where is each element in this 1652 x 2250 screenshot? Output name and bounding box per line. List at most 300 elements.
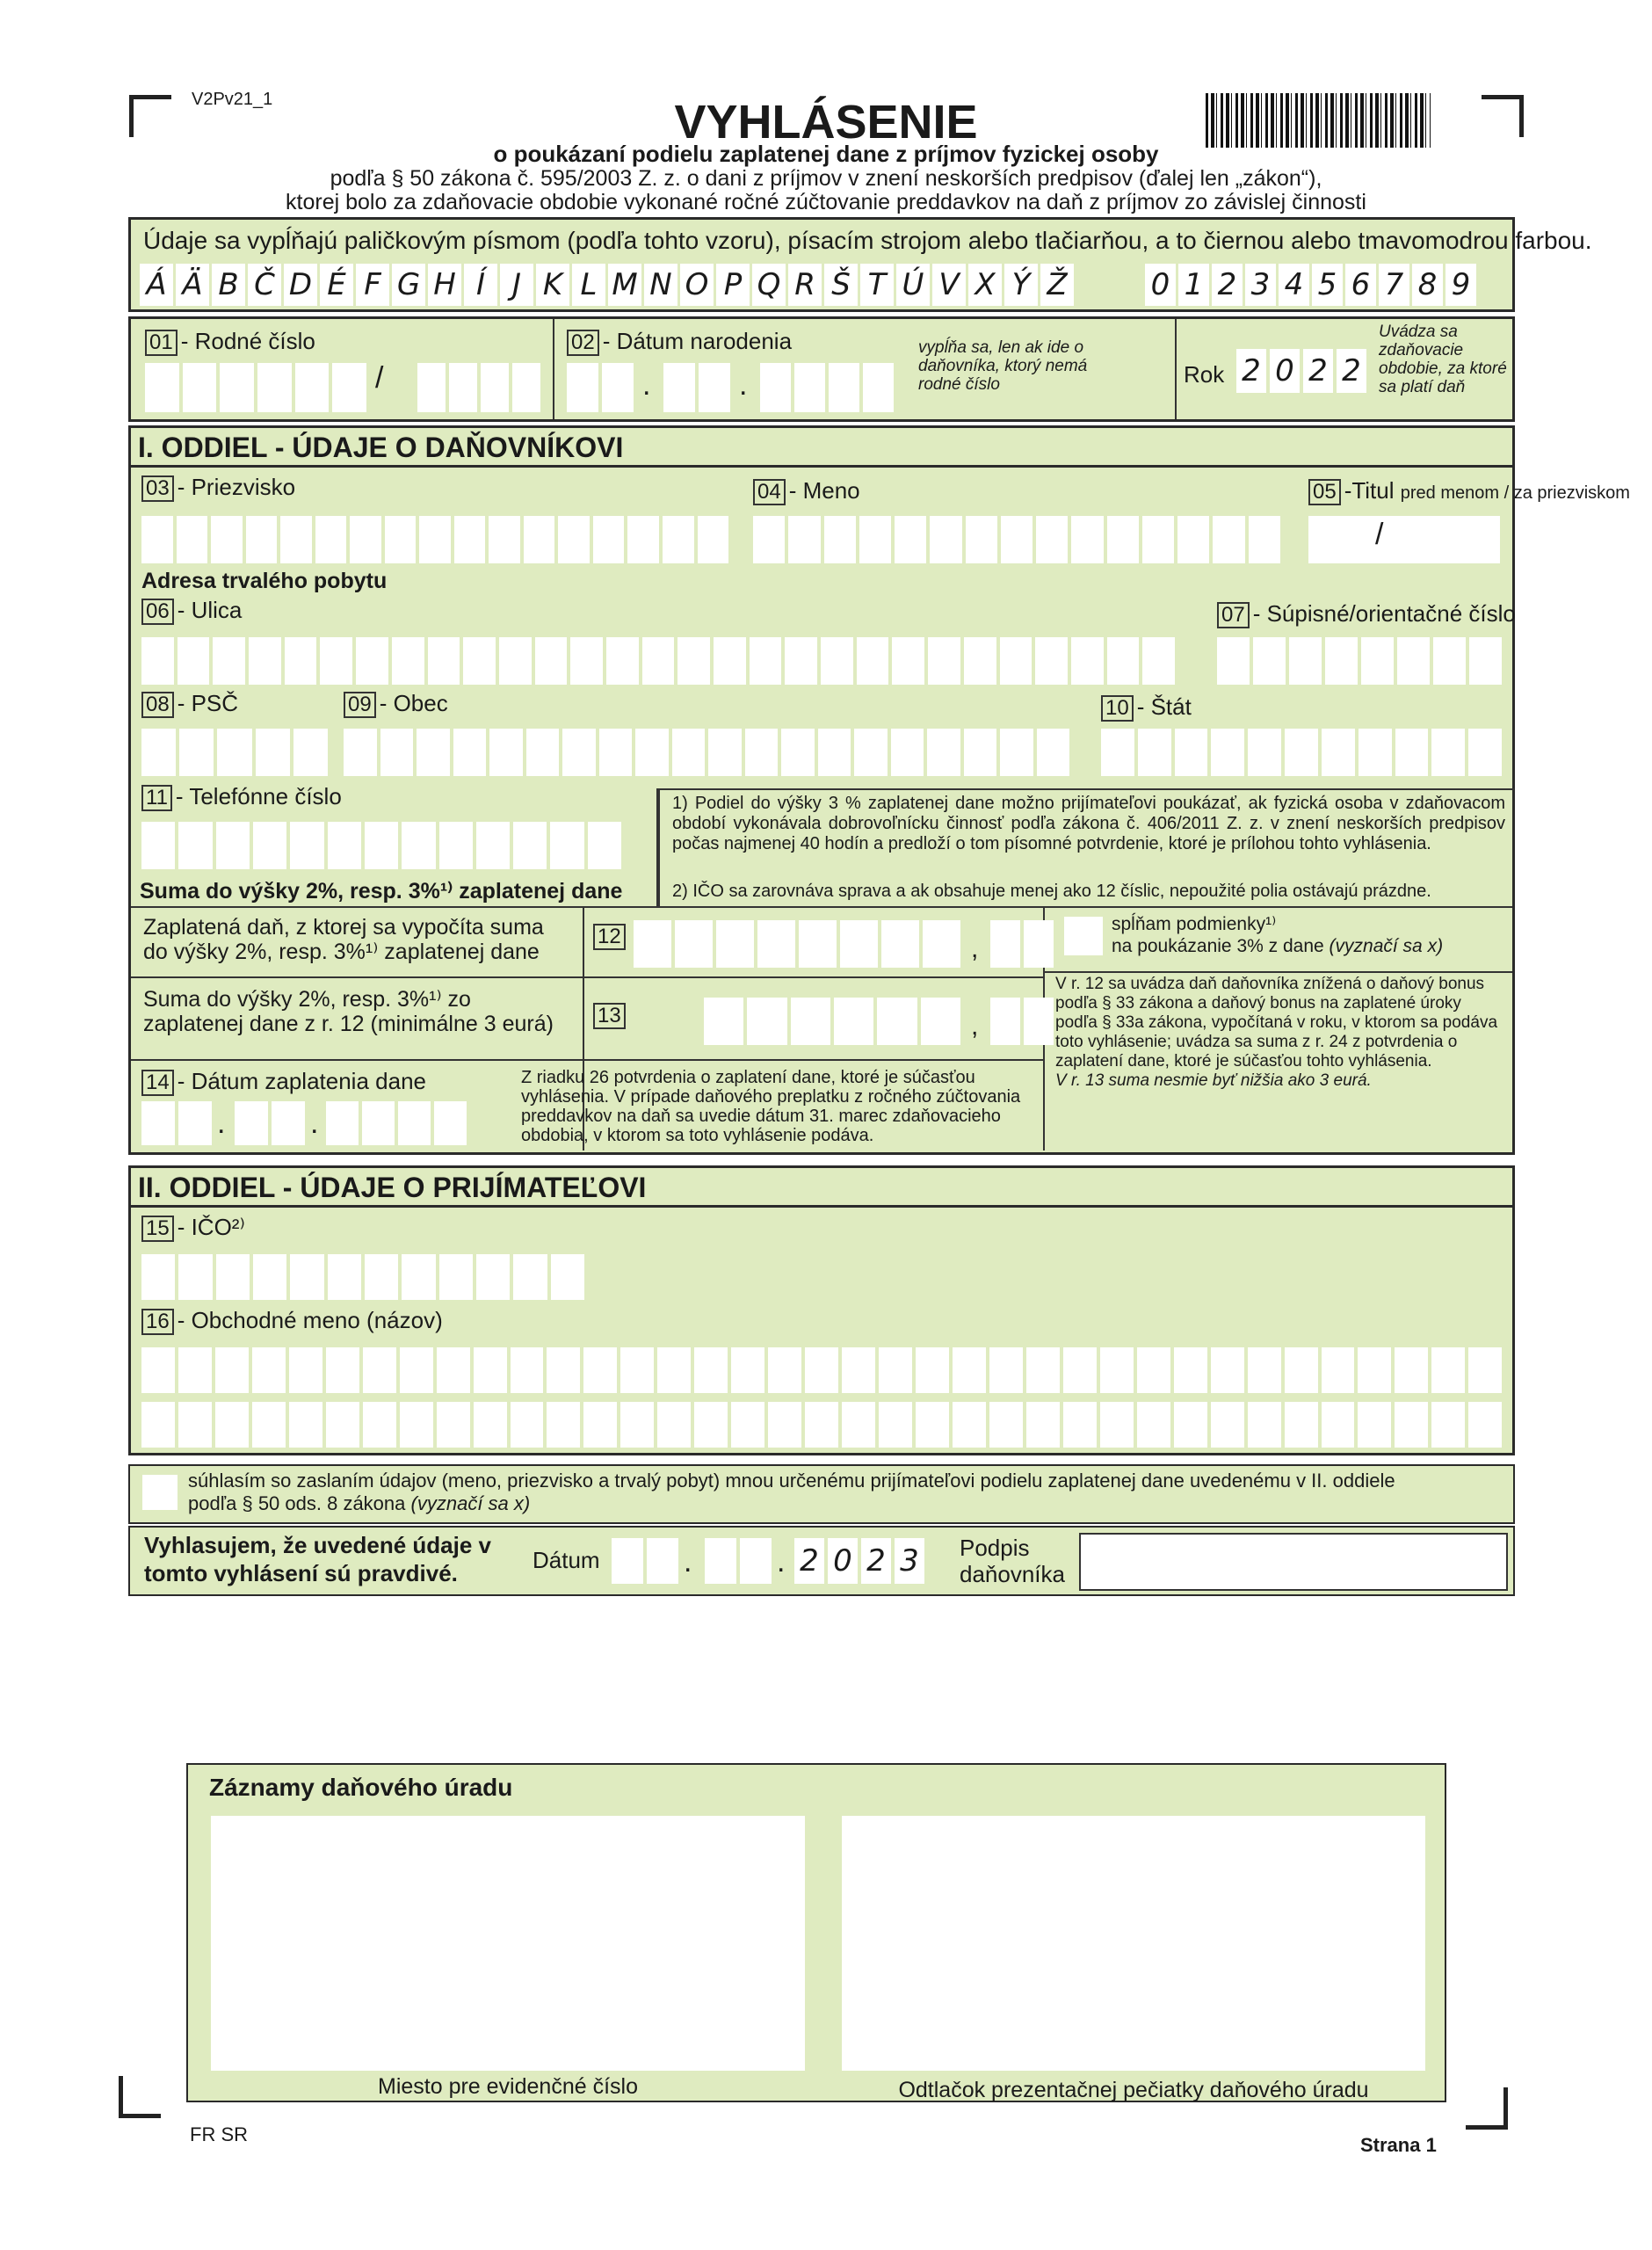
char-cell[interactable] bbox=[877, 998, 920, 1045]
char-cell[interactable] bbox=[1001, 516, 1036, 563]
char-cell[interactable] bbox=[1026, 1347, 1063, 1393]
char-cell[interactable] bbox=[253, 1254, 290, 1300]
char-cell[interactable] bbox=[1063, 1347, 1100, 1393]
char-cell[interactable] bbox=[535, 637, 571, 685]
char-cell[interactable] bbox=[834, 998, 877, 1045]
char-cell[interactable] bbox=[177, 516, 212, 563]
char-cell[interactable] bbox=[1175, 729, 1212, 776]
digit-cell[interactable]: 2 bbox=[861, 1538, 891, 1584]
char-cell[interactable] bbox=[253, 822, 290, 869]
char-cell[interactable] bbox=[328, 822, 365, 869]
char-cell[interactable] bbox=[474, 1347, 511, 1393]
postal-code-input[interactable] bbox=[141, 729, 328, 776]
digit-cell[interactable]: 3 bbox=[895, 1538, 924, 1584]
business-name-line-1[interactable] bbox=[141, 1347, 1502, 1393]
char-cell[interactable] bbox=[454, 516, 489, 563]
char-cell[interactable] bbox=[879, 1347, 916, 1393]
char-cell[interactable] bbox=[178, 1402, 215, 1448]
row-12-decimal-sep: , bbox=[971, 934, 979, 963]
declaration-date-month[interactable] bbox=[705, 1538, 772, 1584]
char-cell[interactable] bbox=[785, 637, 821, 685]
char-cell[interactable] bbox=[215, 1347, 252, 1393]
char-cell[interactable] bbox=[599, 729, 636, 776]
char-cell[interactable] bbox=[1397, 637, 1433, 685]
business-name-line-2[interactable] bbox=[141, 1402, 1502, 1448]
char-cell[interactable] bbox=[1433, 637, 1469, 685]
char-cell[interactable] bbox=[365, 822, 402, 869]
char-cell[interactable] bbox=[513, 822, 550, 869]
char-cell[interactable] bbox=[1026, 1402, 1063, 1448]
char-cell[interactable] bbox=[437, 1402, 474, 1448]
stamp-caption: Odtlačok prezentačnej pečiatky daňového úradu bbox=[898, 2078, 1369, 2102]
char-cell[interactable] bbox=[663, 516, 698, 563]
char-cell[interactable] bbox=[840, 920, 881, 968]
char-cell[interactable] bbox=[1063, 1402, 1100, 1448]
birth-date-year[interactable] bbox=[760, 363, 894, 412]
char-cell[interactable] bbox=[1468, 729, 1502, 776]
char-cell[interactable] bbox=[1322, 1402, 1359, 1448]
char-cell[interactable] bbox=[923, 920, 960, 968]
digit-cell[interactable]: 2 bbox=[1337, 349, 1366, 393]
char-cell[interactable] bbox=[675, 920, 716, 968]
char-cell[interactable] bbox=[1100, 1347, 1137, 1393]
field-02-note: vypĺňa sa, len ak ide o daňovníka, ktorý nemá rodné číslo bbox=[918, 338, 1088, 394]
char-cell[interactable] bbox=[1024, 998, 1054, 1045]
char-cell[interactable] bbox=[402, 822, 438, 869]
char-cell[interactable] bbox=[249, 637, 285, 685]
char-cell[interactable] bbox=[402, 1254, 438, 1300]
char-cell[interactable] bbox=[141, 1402, 178, 1448]
char-cell[interactable] bbox=[694, 1402, 731, 1448]
sample-letters bbox=[140, 264, 1076, 306]
char-cell[interactable] bbox=[570, 637, 606, 685]
char-cell[interactable] bbox=[753, 516, 788, 563]
char-cell[interactable] bbox=[178, 1347, 215, 1393]
sample-glyph: O bbox=[680, 264, 714, 306]
char-cell[interactable] bbox=[895, 516, 930, 563]
char-cell[interactable] bbox=[1107, 637, 1143, 685]
digit-cell[interactable]: 2 bbox=[1303, 349, 1333, 393]
law-line-2: ktorej bolo za zdaňovacie obdobie vykonané ročné zúčtovanie preddavkov na daň z príjmov zo závislej činnosti bbox=[286, 190, 1366, 214]
char-cell[interactable] bbox=[891, 729, 928, 776]
char-cell[interactable] bbox=[213, 637, 249, 685]
char-cell[interactable] bbox=[879, 1402, 916, 1448]
address-heading: Adresa trvalého pobytu bbox=[141, 569, 388, 593]
char-cell[interactable] bbox=[781, 729, 818, 776]
char-cell[interactable] bbox=[551, 1254, 584, 1300]
char-cell[interactable] bbox=[453, 729, 490, 776]
char-cell[interactable] bbox=[791, 998, 834, 1045]
char-cell[interactable] bbox=[178, 637, 214, 685]
payment-date-year[interactable] bbox=[326, 1101, 467, 1145]
char-cell[interactable] bbox=[805, 1347, 842, 1393]
char-cell[interactable] bbox=[1037, 729, 1070, 776]
char-cell[interactable] bbox=[916, 1402, 953, 1448]
char-cell[interactable] bbox=[716, 920, 757, 968]
char-cell[interactable] bbox=[350, 516, 385, 563]
char-cell[interactable] bbox=[927, 729, 964, 776]
char-cell[interactable] bbox=[439, 822, 476, 869]
char-cell[interactable] bbox=[489, 516, 524, 563]
section-1-title: I. ODDIEL - ÚDAJE O DAŇOVNÍKOVI bbox=[138, 432, 624, 463]
char-cell[interactable] bbox=[315, 516, 351, 563]
char-cell[interactable] bbox=[141, 1347, 178, 1393]
char-cell[interactable] bbox=[252, 1402, 289, 1448]
char-cell[interactable] bbox=[1395, 729, 1432, 776]
char-cell[interactable] bbox=[731, 1347, 768, 1393]
char-cell[interactable] bbox=[1322, 729, 1359, 776]
char-cell[interactable] bbox=[217, 729, 255, 776]
char-cell[interactable] bbox=[583, 1402, 620, 1448]
barcode bbox=[1206, 93, 1431, 148]
char-cell[interactable] bbox=[634, 920, 675, 968]
char-cell[interactable] bbox=[805, 1402, 842, 1448]
sample-glyph: B bbox=[212, 264, 245, 306]
sample-glyph: T bbox=[860, 264, 894, 306]
char-cell[interactable] bbox=[1325, 637, 1361, 685]
digit-cell[interactable]: 2 bbox=[1236, 349, 1266, 393]
char-cell[interactable] bbox=[256, 729, 293, 776]
amount-input[interactable] bbox=[704, 998, 960, 1045]
char-cell[interactable] bbox=[588, 822, 621, 869]
char-cell[interactable] bbox=[930, 516, 965, 563]
registration-number-area[interactable] bbox=[211, 1816, 805, 2071]
registration-number-caption: Miesto pre evidenčné číslo bbox=[378, 2074, 638, 2099]
char-cell[interactable] bbox=[476, 1254, 513, 1300]
char-cell[interactable] bbox=[1107, 516, 1142, 563]
char-cell[interactable] bbox=[1395, 1402, 1431, 1448]
char-cell[interactable] bbox=[1174, 1347, 1211, 1393]
char-cell[interactable] bbox=[363, 1402, 400, 1448]
char-cell[interactable] bbox=[363, 1347, 400, 1393]
char-cell[interactable] bbox=[1000, 729, 1037, 776]
char-cell[interactable] bbox=[953, 1347, 989, 1393]
tax-year[interactable] bbox=[1236, 349, 1370, 393]
row-13-label: Suma do výšky 2%, resp. 3%¹⁾ zo zaplatenej dane z r. 12 (minimálne 3 eurá) bbox=[143, 987, 554, 1036]
char-cell[interactable] bbox=[290, 1254, 327, 1300]
char-cell[interactable] bbox=[768, 1347, 805, 1393]
char-cell[interactable] bbox=[400, 1402, 437, 1448]
sample-glyph: É bbox=[320, 264, 353, 306]
field-06-label: 06 - Ulica bbox=[141, 597, 242, 625]
char-cell[interactable] bbox=[385, 516, 420, 563]
three-percent-checkbox[interactable] bbox=[1064, 917, 1103, 955]
char-cell[interactable] bbox=[1036, 516, 1071, 563]
char-cell[interactable] bbox=[916, 1347, 953, 1393]
char-cell[interactable] bbox=[990, 998, 1024, 1045]
char-cell[interactable] bbox=[1138, 729, 1175, 776]
title-after-field[interactable] bbox=[1396, 516, 1500, 563]
char-cell[interactable] bbox=[657, 1347, 694, 1393]
char-cell[interactable] bbox=[1217, 637, 1253, 685]
birth-number-part-1[interactable] bbox=[145, 363, 366, 412]
char-cell[interactable] bbox=[635, 729, 672, 776]
char-cell[interactable] bbox=[400, 1347, 437, 1393]
char-cell[interactable] bbox=[824, 516, 859, 563]
char-cell[interactable] bbox=[704, 998, 747, 1045]
char-cell[interactable] bbox=[1253, 637, 1289, 685]
char-cell[interactable] bbox=[892, 637, 928, 685]
char-cell[interactable] bbox=[320, 637, 356, 685]
char-cell[interactable] bbox=[1213, 516, 1248, 563]
house-number-input[interactable] bbox=[1217, 637, 1502, 685]
char-cell[interactable] bbox=[1211, 1402, 1248, 1448]
char-cell[interactable] bbox=[881, 920, 923, 968]
char-cell[interactable] bbox=[1142, 516, 1177, 563]
char-cell[interactable] bbox=[1359, 729, 1395, 776]
char-cell[interactable] bbox=[547, 1402, 583, 1448]
char-cell[interactable] bbox=[419, 516, 454, 563]
char-cell[interactable] bbox=[714, 637, 750, 685]
char-cell[interactable] bbox=[1142, 637, 1175, 685]
section-2-title: II. ODDIEL - ÚDAJE O PRIJÍMATEĽOVI bbox=[138, 1172, 647, 1203]
char-cell[interactable] bbox=[1137, 1402, 1174, 1448]
char-cell[interactable] bbox=[289, 1347, 326, 1393]
char-cell[interactable] bbox=[326, 1347, 363, 1393]
sample-glyph: G bbox=[392, 264, 425, 306]
field-16-label: 16 - Obchodné meno (názov) bbox=[141, 1307, 443, 1335]
char-cell[interactable] bbox=[489, 729, 526, 776]
char-cell[interactable] bbox=[141, 1254, 178, 1300]
char-cell[interactable] bbox=[380, 729, 417, 776]
payment-date-month[interactable] bbox=[235, 1101, 305, 1145]
char-cell[interactable] bbox=[859, 516, 895, 563]
char-cell[interactable] bbox=[141, 822, 178, 869]
char-cell[interactable] bbox=[1248, 1347, 1285, 1393]
field-05-label: 05 -Titul pred menom / za priezviskom bbox=[1308, 477, 1630, 505]
char-cell[interactable] bbox=[178, 822, 215, 869]
char-cell[interactable] bbox=[928, 637, 964, 685]
char-cell[interactable] bbox=[750, 637, 786, 685]
char-cell[interactable] bbox=[344, 729, 380, 776]
sample-glyph: Q bbox=[752, 264, 786, 306]
char-cell[interactable] bbox=[788, 516, 823, 563]
char-cell[interactable] bbox=[1248, 1402, 1285, 1448]
char-cell[interactable] bbox=[818, 729, 855, 776]
char-cell[interactable] bbox=[417, 729, 453, 776]
char-cell[interactable] bbox=[857, 637, 893, 685]
char-cell[interactable] bbox=[141, 637, 178, 685]
char-cell[interactable] bbox=[1285, 1402, 1322, 1448]
char-cell[interactable] bbox=[964, 729, 1001, 776]
char-cell[interactable] bbox=[1469, 637, 1502, 685]
street-input[interactable] bbox=[141, 637, 1175, 685]
char-cell[interactable] bbox=[606, 637, 642, 685]
char-cell[interactable] bbox=[474, 1402, 511, 1448]
char-cell[interactable] bbox=[842, 1347, 879, 1393]
char-cell[interactable] bbox=[694, 1347, 731, 1393]
consent-checkbox[interactable] bbox=[142, 1475, 178, 1510]
char-cell[interactable] bbox=[178, 1254, 215, 1300]
char-cell[interactable] bbox=[953, 1402, 989, 1448]
char-cell[interactable] bbox=[642, 637, 678, 685]
char-cell[interactable] bbox=[1101, 729, 1138, 776]
char-cell[interactable] bbox=[526, 729, 563, 776]
char-cell[interactable] bbox=[1468, 1347, 1502, 1393]
declaration-date-day[interactable] bbox=[612, 1538, 678, 1584]
char-cell[interactable] bbox=[550, 822, 587, 869]
char-cell[interactable] bbox=[657, 1402, 694, 1448]
char-cell[interactable] bbox=[745, 729, 782, 776]
char-cell[interactable] bbox=[1024, 920, 1054, 968]
char-cell[interactable] bbox=[215, 1402, 252, 1448]
digit-cell[interactable]: 0 bbox=[1270, 349, 1300, 393]
char-cell[interactable] bbox=[499, 637, 535, 685]
surname-input[interactable] bbox=[141, 516, 728, 563]
char-cell[interactable] bbox=[757, 920, 799, 968]
char-cell[interactable] bbox=[593, 516, 628, 563]
stamp-area[interactable] bbox=[842, 1816, 1425, 2071]
sample-glyph: M bbox=[608, 264, 641, 306]
char-cell[interactable] bbox=[677, 637, 714, 685]
declaration-date-year[interactable] bbox=[794, 1538, 928, 1584]
char-cell[interactable] bbox=[1211, 1347, 1248, 1393]
char-cell[interactable] bbox=[821, 637, 857, 685]
phone-input[interactable] bbox=[141, 822, 621, 869]
char-cell[interactable] bbox=[141, 516, 177, 563]
char-cell[interactable] bbox=[1361, 637, 1397, 685]
char-cell[interactable] bbox=[558, 516, 593, 563]
char-cell[interactable] bbox=[1249, 516, 1280, 563]
country-input[interactable] bbox=[1101, 729, 1502, 776]
char-cell[interactable] bbox=[989, 1347, 1026, 1393]
section-2-box bbox=[128, 1165, 1515, 1455]
paid-tax-input[interactable] bbox=[634, 920, 960, 968]
char-cell[interactable] bbox=[246, 516, 281, 563]
char-cell[interactable] bbox=[141, 729, 179, 776]
char-cell[interactable] bbox=[966, 516, 1001, 563]
sample-glyph: K bbox=[536, 264, 569, 306]
char-cell[interactable] bbox=[1322, 1347, 1359, 1393]
char-cell[interactable] bbox=[1468, 1402, 1502, 1448]
char-cell[interactable] bbox=[731, 1402, 768, 1448]
char-cell[interactable] bbox=[1358, 1402, 1395, 1448]
char-cell[interactable] bbox=[328, 1254, 365, 1300]
char-cell[interactable] bbox=[216, 1254, 253, 1300]
char-cell[interactable] bbox=[799, 920, 840, 968]
char-cell[interactable] bbox=[1035, 637, 1071, 685]
char-cell[interactable] bbox=[990, 920, 1024, 968]
char-cell[interactable] bbox=[1100, 1402, 1137, 1448]
field-03-label: 03 - Priezvisko bbox=[141, 474, 295, 502]
sample-glyph: Č bbox=[248, 264, 281, 306]
birth-number-part-2[interactable] bbox=[417, 363, 540, 412]
corner-mark-bottom-right bbox=[1466, 2087, 1508, 2130]
char-cell[interactable] bbox=[562, 729, 599, 776]
char-cell[interactable] bbox=[1137, 1347, 1174, 1393]
char-cell[interactable] bbox=[620, 1402, 657, 1448]
char-cell[interactable] bbox=[1431, 729, 1468, 776]
char-cell[interactable] bbox=[463, 637, 499, 685]
char-cell[interactable] bbox=[547, 1347, 583, 1393]
char-cell[interactable] bbox=[1431, 1347, 1468, 1393]
char-cell[interactable] bbox=[511, 1347, 547, 1393]
char-cell[interactable] bbox=[627, 516, 663, 563]
char-cell[interactable] bbox=[289, 1402, 326, 1448]
char-cell[interactable] bbox=[1071, 516, 1106, 563]
char-cell[interactable] bbox=[513, 1254, 550, 1300]
char-cell[interactable] bbox=[1071, 637, 1107, 685]
char-cell[interactable] bbox=[1285, 1347, 1322, 1393]
paid-tax-cents-input[interactable] bbox=[990, 920, 1054, 968]
char-cell[interactable] bbox=[1285, 729, 1322, 776]
char-cell[interactable] bbox=[179, 729, 217, 776]
char-cell[interactable] bbox=[1000, 637, 1036, 685]
first-name-input[interactable] bbox=[753, 516, 1280, 563]
char-cell[interactable] bbox=[964, 637, 1000, 685]
char-cell[interactable] bbox=[439, 1254, 476, 1300]
sample-glyph: H bbox=[428, 264, 461, 306]
sample-digits bbox=[1145, 264, 1479, 306]
char-cell[interactable] bbox=[356, 637, 392, 685]
ico-input[interactable] bbox=[141, 1254, 584, 1300]
char-cell[interactable] bbox=[1248, 729, 1285, 776]
char-cell[interactable] bbox=[1358, 1347, 1395, 1393]
digit-cell[interactable]: 2 bbox=[794, 1538, 824, 1584]
amount-cents-input[interactable] bbox=[990, 998, 1054, 1045]
char-cell[interactable] bbox=[476, 822, 513, 869]
char-cell[interactable] bbox=[1395, 1347, 1431, 1393]
signature-field[interactable] bbox=[1079, 1533, 1508, 1591]
char-cell[interactable] bbox=[293, 729, 328, 776]
char-cell[interactable] bbox=[620, 1347, 657, 1393]
char-cell[interactable] bbox=[708, 729, 745, 776]
char-cell[interactable] bbox=[1211, 729, 1248, 776]
char-cell[interactable] bbox=[365, 1254, 402, 1300]
digit-cell[interactable]: 0 bbox=[828, 1538, 858, 1584]
birth-date-month[interactable] bbox=[663, 363, 730, 412]
field-07-label: 07 - Súpisné/orientačné číslo bbox=[1217, 600, 1516, 628]
char-cell[interactable] bbox=[252, 1347, 289, 1393]
char-cell[interactable] bbox=[1431, 1402, 1468, 1448]
char-cell[interactable] bbox=[672, 729, 709, 776]
char-cell[interactable] bbox=[285, 637, 321, 685]
char-cell[interactable] bbox=[921, 998, 960, 1045]
char-cell[interactable] bbox=[842, 1402, 879, 1448]
char-cell[interactable] bbox=[437, 1347, 474, 1393]
birth-date-day[interactable] bbox=[567, 363, 634, 412]
payment-date-day[interactable] bbox=[141, 1101, 212, 1145]
char-cell[interactable] bbox=[989, 1402, 1026, 1448]
char-cell[interactable] bbox=[216, 822, 253, 869]
char-cell[interactable] bbox=[428, 637, 464, 685]
char-cell[interactable] bbox=[1289, 637, 1325, 685]
char-cell[interactable] bbox=[747, 998, 790, 1045]
char-cell[interactable] bbox=[768, 1402, 805, 1448]
char-cell[interactable] bbox=[511, 1402, 547, 1448]
char-cell[interactable] bbox=[392, 637, 428, 685]
char-cell[interactable] bbox=[326, 1402, 363, 1448]
char-cell[interactable] bbox=[211, 516, 246, 563]
footnotes-box bbox=[658, 788, 1514, 906]
char-cell[interactable] bbox=[698, 516, 729, 563]
char-cell[interactable] bbox=[290, 822, 327, 869]
field-14-label: 14 - Dátum zaplatenia dane bbox=[141, 1068, 426, 1096]
instructions-text: Údaje sa vypĺňajú paličkovým písmom (podľa tohto vzoru), písacím strojom alebo tlačiarňou, a to čiernou alebo tmavomodrou farbou. bbox=[143, 227, 1592, 254]
sample-glyph: N bbox=[644, 264, 677, 306]
char-cell[interactable] bbox=[524, 516, 559, 563]
municipality-input[interactable] bbox=[344, 729, 1069, 776]
field-15-label: 15 - IČO²⁾ bbox=[141, 1214, 245, 1242]
char-cell[interactable] bbox=[854, 729, 891, 776]
char-cell[interactable] bbox=[280, 516, 315, 563]
field-02-label: 02 - Dátum narodenia bbox=[567, 328, 792, 356]
row-12-number: 12 bbox=[593, 924, 629, 950]
char-cell[interactable] bbox=[583, 1347, 620, 1393]
char-cell[interactable] bbox=[1174, 1402, 1211, 1448]
declaration-text: Vyhlasujem, že uvedené údaje v tomto vyhlásení sú pravdivé. bbox=[144, 1532, 491, 1586]
char-cell[interactable] bbox=[1177, 516, 1213, 563]
